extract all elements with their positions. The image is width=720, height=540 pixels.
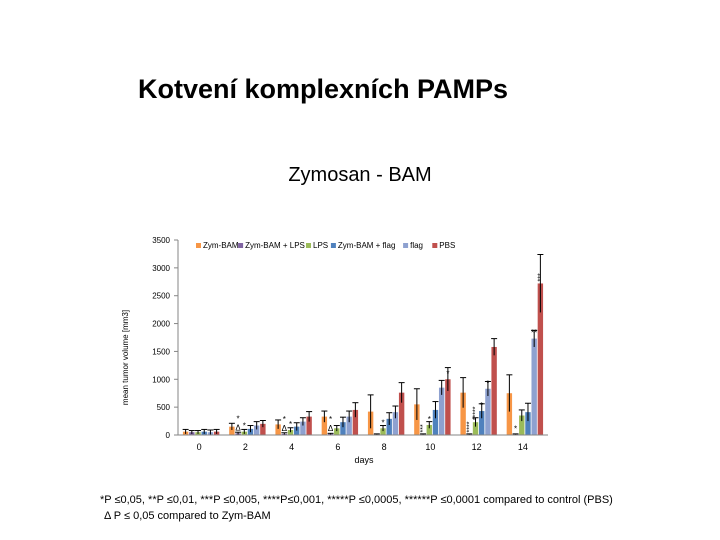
significance-label: ***** [472,406,480,421]
bar [491,347,496,435]
x-tick-label: 12 [471,442,482,452]
legend-swatch [196,243,201,248]
y-tick-label: 0 [165,431,170,440]
significance-label: Δ [235,423,241,433]
significance-label: Δ [281,423,287,433]
legend-swatch [306,243,311,248]
legend-label: Zym-BAM + flag [337,241,396,250]
y-tick-label: 2000 [152,319,170,329]
significance-label: * [427,414,431,424]
x-tick-label: 2 [242,442,248,452]
significance-label: * [486,378,490,388]
bar-series-group [183,254,544,435]
significance-label: Δ [327,423,334,433]
legend-label: flag [410,241,424,250]
legend-swatch [403,243,408,248]
x-tick-label: 4 [289,442,295,452]
legend-label: Zym-BAM + LPS [245,241,305,250]
significance-label: ** [531,328,538,338]
legend-label: LPS [313,241,329,250]
x-axis-ticks [197,442,528,452]
significance-label: *** [420,424,428,433]
significance-label: * [381,418,385,428]
footnote-delta: Δ P ≤ 0,05 compared to Zym-BAM [104,510,271,522]
y-tick-label: 1500 [152,347,170,357]
chart-title: Zymosan - BAM [288,164,432,186]
significance-label: * [480,401,484,411]
significance-label: * [236,414,240,424]
x-tick-label: 0 [196,442,202,452]
x-tick-label: 10 [425,442,436,452]
y-tick-label: 2500 [152,291,170,301]
significance-annotations [235,273,544,433]
y-axis-label: mean tumor volume [mm3] [121,309,130,406]
footnote-significance: *P ≤0,05, **P ≤0,01, ***P ≤0,005, ****P≤0,001, *****P ≤0,0005, ******P ≤0,0001 compared to control (PBS) [100,494,613,506]
significance-label: * [329,414,333,424]
significance-label: * [446,369,450,379]
x-tick-label: 8 [381,442,387,452]
y-tick-label: 3500 [152,236,170,245]
legend-swatch [331,243,336,248]
legend-label: PBS [439,241,456,250]
significance-label: *** [537,273,545,282]
y-tick-label: 500 [156,403,170,413]
legend-swatch [432,243,437,248]
legend-label: Zym-BAM [203,241,239,250]
x-tick-label: 6 [335,442,341,452]
bar [531,339,536,435]
significance-label: * [282,414,286,424]
x-tick-label: 14 [517,442,528,452]
significance-label: * [242,421,246,431]
x-axis-label: days [354,455,374,465]
significance-label: **** [466,421,474,433]
chart-legend [196,241,455,250]
y-tick-label: 1000 [152,375,170,385]
slide-title: Kotvení komplexních PAMPs [138,74,509,104]
y-tick-label: 3000 [152,263,170,273]
significance-label: * [288,419,293,429]
significance-label: * [514,424,518,434]
legend-swatch [238,243,243,248]
y-axis-ticks [152,236,178,440]
